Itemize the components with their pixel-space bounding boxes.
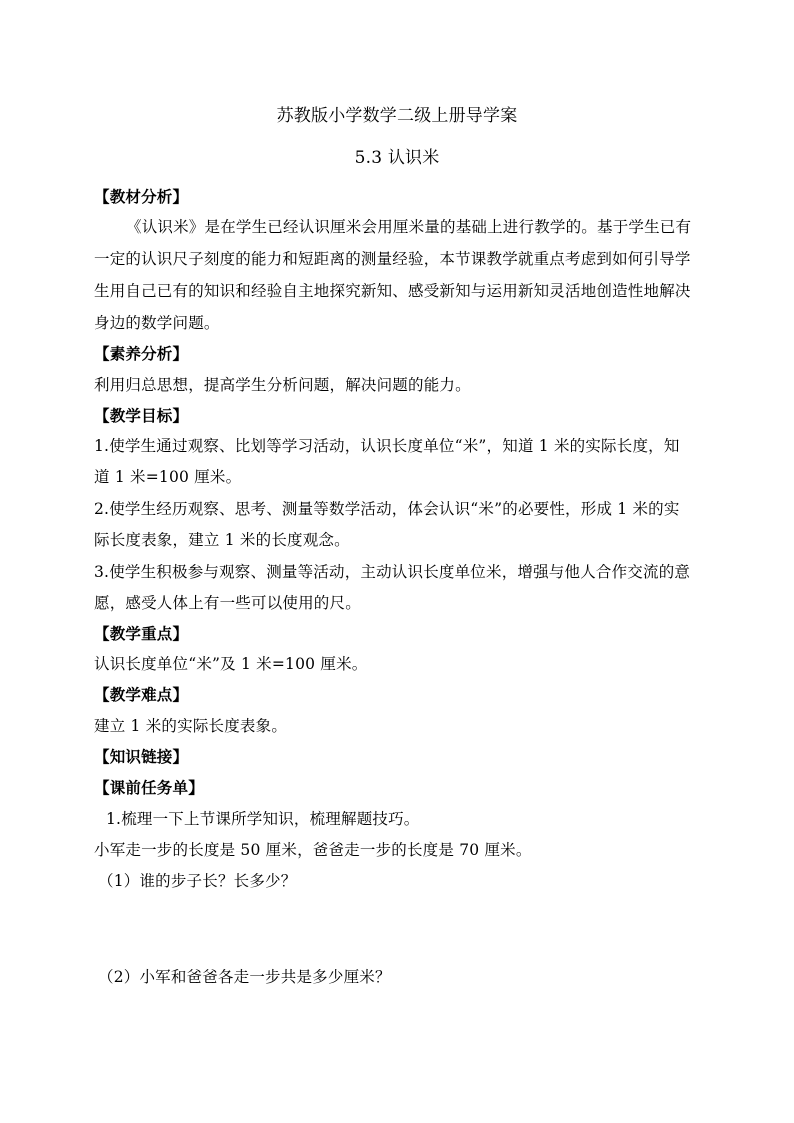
- question-1: （1）谁的步子长？长多少？: [98, 872, 297, 890]
- question-2: （2）小军和爸爸各走一步共是多少厘米？: [98, 968, 391, 986]
- lesson-title: 5.3 认识米: [354, 148, 440, 168]
- goal-line: 3.使学生积极参与观察、测量等活动，主动认识长度单位米，增强与他人合作交流的意: [94, 563, 691, 581]
- pretask-item: 1.梳理一下上节课所学知识，梳理解题技巧。: [106, 810, 420, 828]
- difficulty-line: 建立 1 米的实际长度表象。: [94, 717, 288, 735]
- document-title: 苏教版小学数学二级上册导学案: [276, 106, 518, 126]
- section-heading-goals: 【教学目标】: [94, 407, 189, 425]
- goal-line: 2.使学生经历观察、思考、测量等数学活动，体会认识“米”的必要性，形成 1 米的实: [94, 500, 680, 518]
- section-heading-links: 【知识链接】: [94, 748, 189, 766]
- key-point-line: 认识长度单位“米”及 1 米=100 厘米。: [94, 655, 368, 673]
- goal-line: 1.使学生通过观察、比划等学习活动，认识长度单位“米”，知道 1 米的实际长度，知: [94, 437, 680, 455]
- section-heading-difficulties: 【教学难点】: [94, 686, 189, 704]
- section-heading-literacy: 【素养分析】: [94, 345, 189, 363]
- literacy-line: 利用归总思想，提高学生分析问题，解决问题的能力。: [94, 376, 471, 394]
- goal-line: 际长度表象，建立 1 米的长度观念。: [94, 531, 350, 549]
- analysis-line: 生用自己已有的知识和经验自主地探究新知、感受新知与运用新知灵活地创造性地解决: [94, 282, 691, 300]
- analysis-line: 身边的数学问题。: [94, 314, 220, 332]
- goal-line: 道 1 米=100 厘米。: [94, 468, 242, 486]
- goal-line: 愿，感受人体上有一些可以使用的尺。: [94, 594, 361, 612]
- problem-statement: 小军走一步的长度是 50 厘米，爸爸走一步的长度是 70 厘米。: [94, 841, 532, 859]
- section-heading-key-points: 【教学重点】: [94, 625, 189, 643]
- section-heading-pretask: 【课前任务单】: [94, 779, 204, 797]
- section-heading-analysis: 【教材分析】: [94, 188, 189, 206]
- analysis-line: 《认识米》是在学生已经认识厘米会用厘米量的基础上进行教学的。基于学生已有: [126, 218, 692, 236]
- analysis-line: 一定的认识尺子刻度的能力和短距离的测量经验，本节课教学就重点考虑到如何引导学: [94, 250, 691, 268]
